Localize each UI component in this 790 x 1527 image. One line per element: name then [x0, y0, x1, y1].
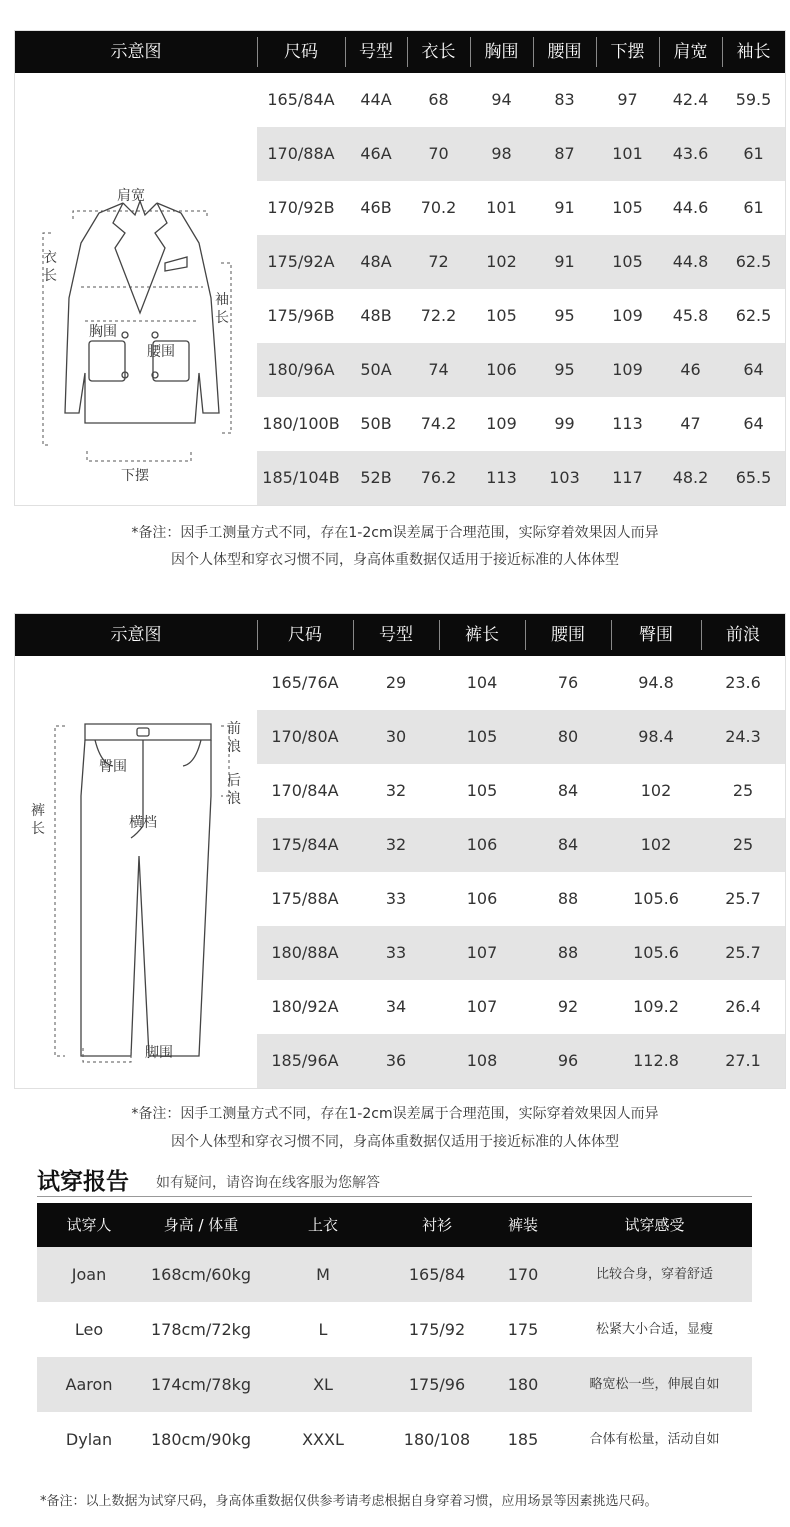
table-cell: 99: [554, 414, 575, 433]
header-cell: 臀围: [639, 625, 673, 645]
jacket-table-header: [15, 31, 785, 73]
table-cell: 175/88A: [271, 889, 339, 908]
table-cell: 109: [612, 306, 643, 325]
table-cell: 62.5: [735, 306, 772, 325]
header-cell: 胸围: [484, 42, 519, 62]
table-cell: 45.8: [672, 306, 709, 325]
table-cell: 36: [385, 1051, 407, 1070]
table-cell: 91: [554, 252, 575, 271]
table-cell: 174cm/78kg: [150, 1375, 252, 1394]
table-cell: 106: [466, 835, 498, 854]
table-cell: 29: [385, 673, 407, 692]
label-crotch: 横档: [129, 815, 157, 831]
table-cell: 170/84A: [271, 781, 339, 800]
table-cell: 105.6: [633, 889, 679, 908]
label-hem: 脚围: [145, 1045, 173, 1061]
header-cell: 腰围: [551, 625, 585, 645]
table-cell: 68: [428, 90, 449, 109]
table-cell: 83: [554, 90, 575, 109]
header-cell: 号型: [379, 625, 413, 645]
table-cell: 25.7: [725, 943, 761, 962]
table-cell: 185/96A: [271, 1051, 339, 1070]
table-row: [37, 1357, 752, 1412]
table-cell: 170/92B: [267, 198, 335, 217]
table-cell: 165/84A: [267, 90, 335, 109]
table-cell: 46A: [360, 144, 392, 163]
table-cell: 165/76A: [271, 673, 339, 692]
header-cell: 示意图: [110, 42, 162, 62]
table-row: [257, 710, 785, 764]
table-cell: 180/88A: [271, 943, 339, 962]
table-cell: 46: [680, 360, 701, 379]
header-cell: 试穿感受: [624, 1216, 685, 1234]
table-cell: 70.2: [420, 198, 457, 217]
table-cell: 43.6: [672, 144, 709, 163]
table-cell: 61: [743, 144, 764, 163]
table-cell: Aaron: [65, 1375, 113, 1394]
table-cell: 48A: [360, 252, 392, 271]
table-cell: 170/80A: [271, 727, 339, 746]
pants-illustration: [15, 656, 257, 1088]
header-cell: 袖长: [736, 42, 771, 62]
table-cell: Dylan: [65, 1430, 113, 1449]
table-cell: XXXL: [302, 1430, 344, 1449]
table-cell: 76.2: [420, 468, 457, 487]
table-cell: 101: [612, 144, 643, 163]
header-cell: 衣长: [421, 42, 456, 62]
header-cell: 号型: [359, 42, 393, 62]
table-row: [257, 127, 785, 181]
table-cell: 27.1: [725, 1051, 761, 1070]
table-row: [257, 1034, 785, 1088]
report-divider: [37, 1196, 752, 1197]
table-row: [257, 980, 785, 1034]
table-cell: 180cm/90kg: [150, 1430, 252, 1449]
label-length: 裤长: [31, 803, 45, 837]
table-cell: 64: [743, 414, 764, 433]
table-cell: 87: [554, 144, 575, 163]
table-cell: 108: [466, 1051, 498, 1070]
table-row: [257, 397, 785, 451]
label-front-rise: 前浪: [227, 721, 241, 755]
table-cell: 109: [486, 414, 517, 433]
table-cell: 105: [612, 252, 643, 271]
header-cell: 裤长: [465, 625, 499, 645]
table-row: [257, 289, 785, 343]
table-cell: 25: [732, 835, 754, 854]
header-cell: 尺码: [284, 42, 318, 62]
table-cell: 26.4: [725, 997, 761, 1016]
table-cell: 88: [557, 943, 579, 962]
label-hip: 臀围: [99, 759, 127, 775]
label-length: 衣长: [43, 250, 57, 284]
table-cell: Leo: [74, 1320, 104, 1339]
report-title: 试穿报告: [37, 1169, 129, 1195]
header-cell: 身高 / 体重: [163, 1216, 239, 1234]
table-cell: 165/84: [408, 1265, 466, 1284]
header-cell: 腰围: [547, 42, 582, 62]
table-cell: 30: [385, 727, 407, 746]
table-cell: 102: [640, 781, 672, 800]
table-cell: 113: [612, 414, 643, 433]
table-cell: 52B: [360, 468, 392, 487]
table-cell: 178cm/72kg: [150, 1320, 252, 1339]
table-cell: 107: [466, 943, 498, 962]
table-cell: 97: [617, 90, 638, 109]
label-waist: 腰围: [147, 344, 175, 360]
table-cell: 109.2: [633, 997, 679, 1016]
table-cell: 比较合身，穿着舒适: [595, 1267, 713, 1282]
table-cell: 44A: [360, 90, 392, 109]
report-footnote: *备注：以上数据为试穿尺码，身高体重数据仅供参考请考虑根据自身穿着习惯，应用场景等因素挑选尺码。: [40, 1494, 658, 1509]
table-cell: 102: [486, 252, 517, 271]
header-cell: 尺码: [288, 625, 322, 645]
table-cell: 109: [612, 360, 643, 379]
table-cell: 48B: [360, 306, 392, 325]
table-cell: 117: [612, 468, 643, 487]
table-cell: 105: [612, 198, 643, 217]
table-cell: 62.5: [735, 252, 772, 271]
table-cell: 34: [385, 997, 407, 1016]
jacket-diagram: [15, 73, 257, 505]
table-cell: 175/92A: [267, 252, 335, 271]
table-row: [257, 872, 785, 926]
table-cell: 95: [554, 306, 575, 325]
table-cell: 175: [507, 1320, 539, 1339]
table-cell: 180/100B: [262, 414, 340, 433]
table-cell: 74: [428, 360, 449, 379]
table-cell: 105: [466, 781, 498, 800]
header-cell: 肩宽: [673, 42, 708, 62]
table-cell: 33: [385, 889, 407, 908]
table-cell: 92: [557, 997, 579, 1016]
table-cell: Joan: [71, 1265, 107, 1284]
table-cell: 98.4: [638, 727, 674, 746]
table-row: [257, 656, 785, 710]
header-cell: 前浪: [726, 625, 760, 645]
table-cell: 合体有松量，活动自如: [589, 1432, 720, 1447]
table-cell: 113: [486, 468, 517, 487]
table-cell: 72.2: [420, 306, 457, 325]
table-cell: 42.4: [672, 90, 709, 109]
table-cell: 105.6: [633, 943, 679, 962]
table-cell: 33: [385, 943, 407, 962]
header-cell: 试穿人: [66, 1216, 112, 1234]
table-cell: 64: [743, 360, 764, 379]
label-sleeve: 袖长: [215, 292, 229, 326]
pants-note-line1: *备注：因手工测量方式不同，存在1-2cm误差属于合理范围，实际穿着效果因人而异: [131, 1106, 659, 1122]
header-cell: 衬衫: [421, 1216, 452, 1234]
table-cell: 32: [385, 835, 407, 854]
table-cell: 168cm/60kg: [150, 1265, 252, 1284]
table-cell: 180/92A: [271, 997, 339, 1016]
table-cell: 101: [486, 198, 517, 217]
header-cell: 裤装: [507, 1216, 538, 1234]
table-row: [257, 73, 785, 127]
table-cell: 24.3: [725, 727, 761, 746]
table-cell: 175/84A: [271, 835, 339, 854]
table-cell: 112.8: [633, 1051, 679, 1070]
table-cell: 94.8: [638, 673, 674, 692]
table-row: [257, 926, 785, 980]
report-table-header: [37, 1203, 752, 1247]
table-cell: 91: [554, 198, 575, 217]
table-cell: 25.7: [725, 889, 761, 908]
table-cell: 47: [680, 414, 701, 433]
pants-table-header: [15, 614, 785, 656]
table-cell: 84: [557, 835, 579, 854]
jacket-illustration: [15, 73, 257, 505]
table-cell: 180: [507, 1375, 539, 1394]
label-chest: 胸围: [89, 324, 117, 340]
table-cell: 175/96: [408, 1375, 466, 1394]
table-cell: L: [318, 1320, 328, 1339]
table-cell: 170: [507, 1265, 539, 1284]
table-row: [257, 818, 785, 872]
table-cell: 180/96A: [267, 360, 335, 379]
table-row: [257, 343, 785, 397]
table-cell: 59.5: [735, 90, 772, 109]
table-cell: 61: [743, 198, 764, 217]
table-cell: XL: [313, 1375, 333, 1394]
table-cell: 46B: [360, 198, 392, 217]
table-cell: 105: [466, 727, 498, 746]
table-cell: 94: [491, 90, 512, 109]
table-cell: 23.6: [725, 673, 761, 692]
table-cell: 44.6: [672, 198, 709, 217]
table-cell: 96: [557, 1051, 579, 1070]
pants-note-line2: 因个人体型和穿衣习惯不同，身高体重数据仅适用于接近标准的人体体型: [171, 1134, 619, 1150]
table-cell: 180/108: [403, 1430, 471, 1449]
table-cell: 74.2: [420, 414, 457, 433]
table-cell: 略宽松一些，伸展自如: [589, 1377, 720, 1392]
table-cell: 104: [466, 673, 498, 692]
jacket-note-line1: *备注：因手工测量方式不同，存在1-2cm误差属于合理范围，实际穿着效果因人而异: [131, 525, 659, 541]
table-cell: 70: [428, 144, 449, 163]
table-cell: 106: [486, 360, 517, 379]
table-row: [37, 1302, 752, 1357]
table-cell: 50B: [360, 414, 392, 433]
table-cell: 185: [507, 1430, 539, 1449]
table-cell: 170/88A: [267, 144, 335, 163]
table-cell: 95: [554, 360, 575, 379]
table-row: [37, 1412, 752, 1467]
table-cell: 25: [732, 781, 754, 800]
table-cell: 107: [466, 997, 498, 1016]
table-cell: 106: [466, 889, 498, 908]
table-cell: 65.5: [735, 468, 772, 487]
table-cell: 松紧大小合适，显瘦: [595, 1322, 713, 1337]
table-cell: 50A: [360, 360, 392, 379]
table-cell: 48.2: [672, 468, 709, 487]
label-hem: 下摆: [121, 468, 149, 484]
header-cell: 下摆: [610, 42, 645, 62]
table-cell: M: [316, 1265, 330, 1284]
table-cell: 44.8: [672, 252, 709, 271]
table-cell: 175/96B: [267, 306, 335, 325]
table-cell: 88: [557, 889, 579, 908]
table-row: [257, 451, 785, 505]
table-cell: 175/92: [408, 1320, 466, 1339]
table-row: [257, 181, 785, 235]
table-row: [257, 764, 785, 818]
label-shoulder: 肩宽: [117, 188, 145, 204]
table-cell: 84: [557, 781, 579, 800]
jacket-note-line2: 因个人体型和穿衣习惯不同，身高体重数据仅适用于接近标准的人体体型: [171, 552, 619, 568]
pants-diagram: [15, 656, 257, 1088]
table-row: [37, 1247, 752, 1302]
jacket-size-table: [14, 30, 786, 506]
header-cell: 上衣: [307, 1216, 338, 1234]
report-subtitle: 如有疑问，请咨询在线客服为您解答: [156, 1175, 380, 1191]
table-cell: 103: [549, 468, 580, 487]
table-cell: 105: [486, 306, 517, 325]
header-cell: 示意图: [110, 625, 162, 645]
table-cell: 102: [640, 835, 672, 854]
table-cell: 76: [557, 673, 579, 692]
table-cell: 80: [557, 727, 579, 746]
table-row: [257, 235, 785, 289]
table-cell: 32: [385, 781, 407, 800]
table-cell: 98: [491, 144, 512, 163]
label-back-rise: 后浪: [227, 773, 241, 807]
table-cell: 72: [428, 252, 449, 271]
table-cell: 185/104B: [262, 468, 340, 487]
pants-size-table: [14, 613, 786, 1089]
